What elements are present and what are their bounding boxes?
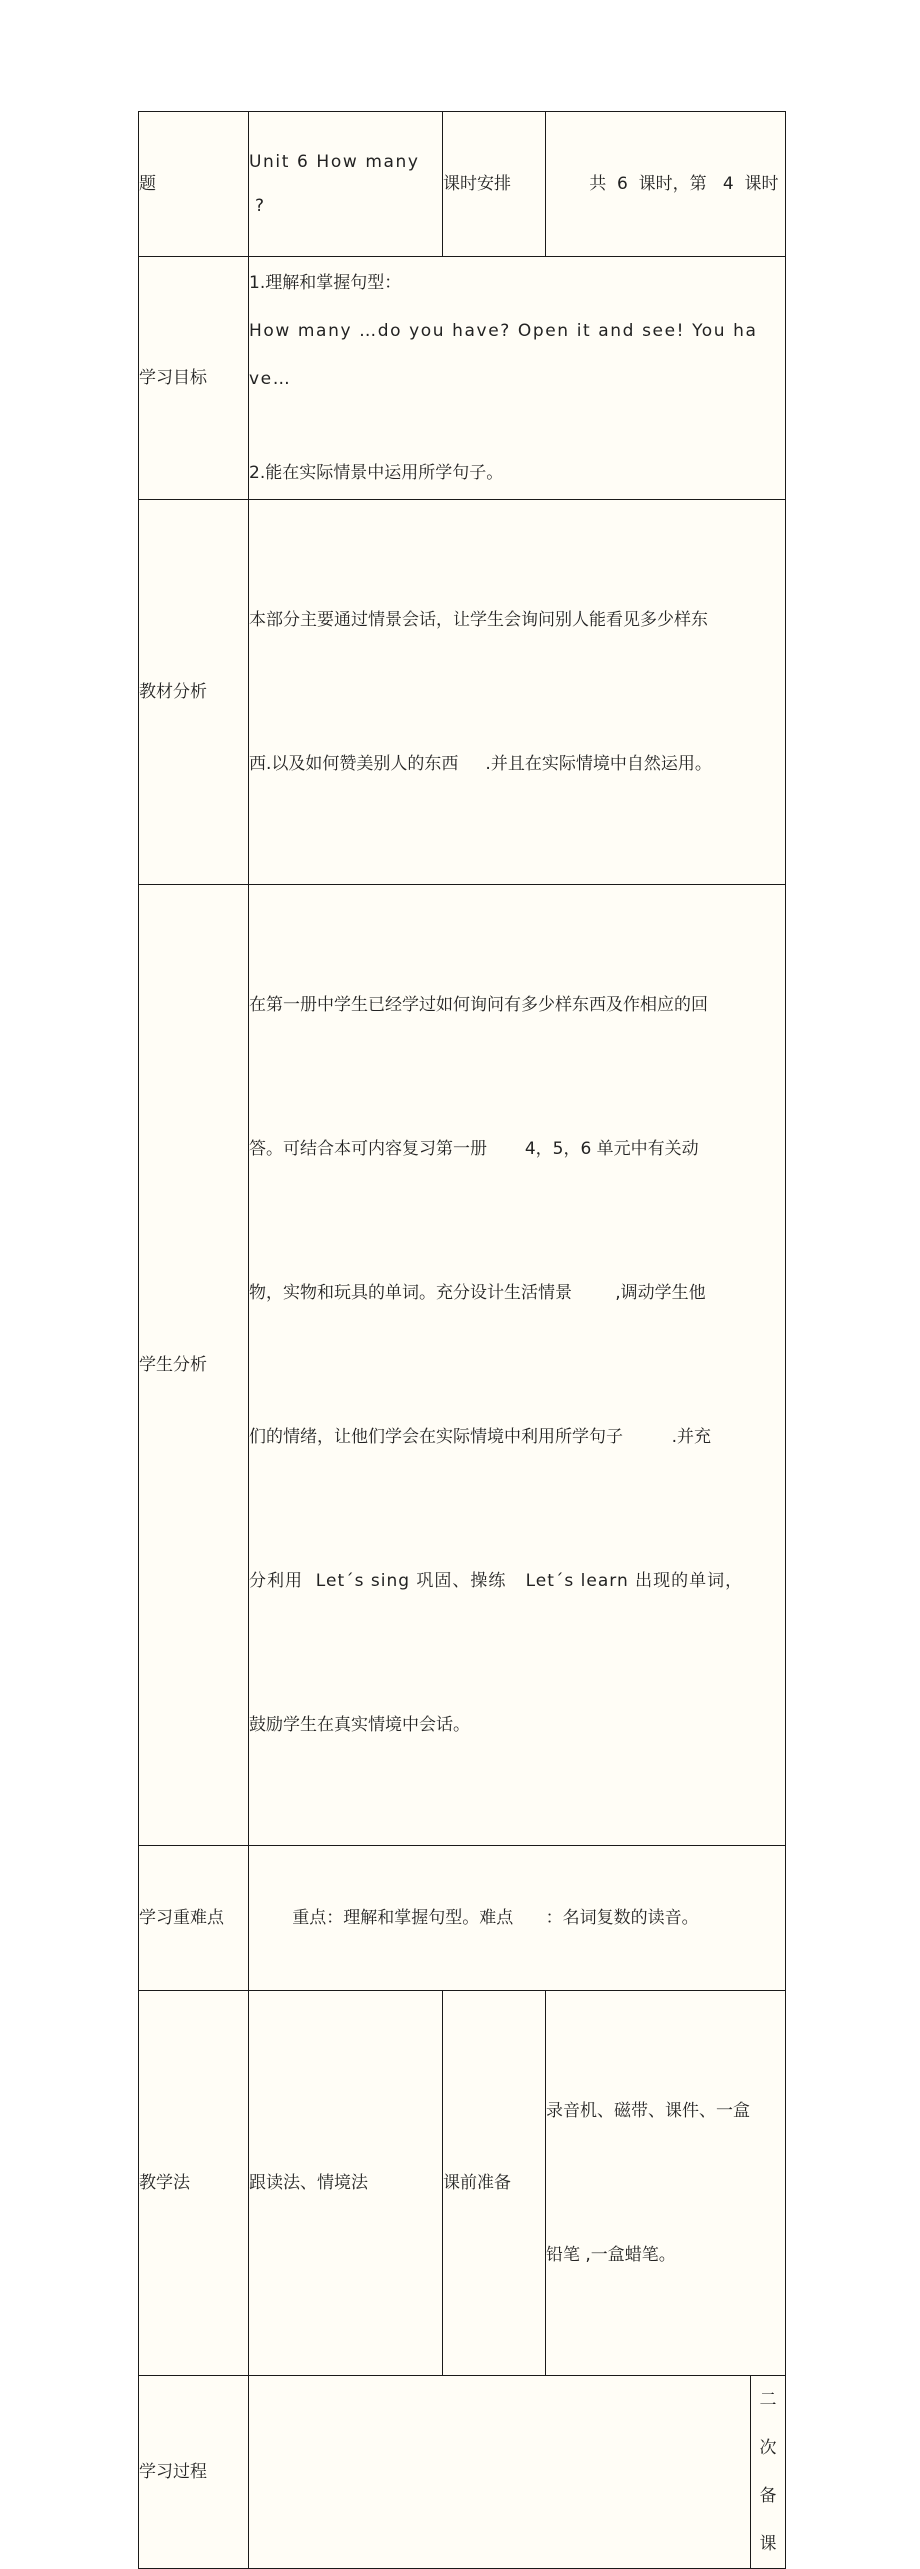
material-line-1: 本部分主要通过情景会话，让学生会询问别人能看见多少样东 [249,610,708,630]
student-line-4: 们的情绪，让他们学会在实际情境中利用所学句子 .并充 [249,1427,712,1447]
second-prep-char-2: 次 [759,2438,777,2458]
key-value: 重点：理解和掌握句型。难点 ：名词复数的读音。 [292,1908,699,1928]
row-student [139,885,786,1846]
prep-line-2: 铅笔 ,一盒蜡笔。 [546,2245,676,2265]
goals-item-2: 2.能在实际情景中运用所学句子。 [249,463,504,483]
method-value-cell [249,1991,443,2376]
student-line-1: 在第一册中学生已经学过如何询问有多少样东西及作相应的回 [249,995,708,1015]
prep-label-cell [443,1991,546,2376]
goals-blank-line [249,403,785,449]
method-label-cell [139,1991,249,2376]
row-key-points [139,1846,786,1991]
method-label: 教学法 [139,2173,190,2193]
schedule-label: 课时安排 [443,174,511,194]
material-content-cell [249,500,786,885]
row-goals [139,257,786,500]
key-label-cell [139,1846,249,1991]
method-value: 跟读法、情境法 [249,2173,368,2193]
prep-value-cell [546,1991,786,2376]
process-label: 学习过程 [139,2462,207,2482]
lesson-plan-table [138,111,786,2569]
schedule-value-cell [546,112,786,257]
goals-sentence-line1: How many …do you have? Open it and see! You ha [249,321,758,341]
row-method [139,1991,786,2376]
second-prep-char-4: 课 [759,2534,777,2554]
student-line-2: 答。可结合本可内容复习第一册 4，5，6 单元中有关动 [249,1139,699,1159]
goals-sentence-line2: ve… [249,369,292,389]
second-prep-char-3: 备 [759,2486,777,2506]
row-material [139,500,786,885]
unit-title-line2: ? [255,196,266,216]
unit-cell [249,112,443,257]
prep-line-1: 录音机、磁带、课件、一盒 [546,2101,750,2121]
student-line-3: 物，实物和玩具的单词。充分设计生活情景 ,调动学生他 [249,1283,706,1303]
unit-title-line1: Unit 6 How many [249,152,420,172]
row-process [139,2376,786,2569]
goals-label-cell [139,257,249,500]
material-line-2: 西.以及如何赞美别人的东西 .并且在实际情境中自然运用。 [249,754,712,774]
material-label-cell [139,500,249,885]
key-content-cell [249,1846,786,1991]
goals-label: 学习目标 [139,368,207,388]
goals-item-1: 1.理解和掌握句型： [249,273,402,293]
topic-label: 题 [139,174,156,194]
second-prep-char-1: 二 [759,2390,777,2410]
row-topic [139,112,786,257]
student-label-cell [139,885,249,1846]
student-content-cell [249,885,786,1846]
schedule-value: 共 6 课时，第 4 课时 [589,174,779,194]
process-label-cell [139,2376,249,2569]
prep-label: 课前准备 [443,2173,511,2193]
student-label: 学生分析 [139,1355,207,1375]
process-content-cell [249,2376,751,2569]
schedule-label-cell [443,112,546,257]
student-line-5: 分利用 Let´s sing 巩固、操练 Let´s learn 出现的单词， [249,1571,744,1591]
goals-content-cell [249,257,786,500]
material-label: 教材分析 [139,682,207,702]
second-prep-cell [751,2376,786,2569]
student-line-6: 鼓励学生在真实情境中会话。 [249,1715,470,1735]
key-label: 学习重难点 [139,1908,224,1928]
topic-label-cell [139,112,249,257]
